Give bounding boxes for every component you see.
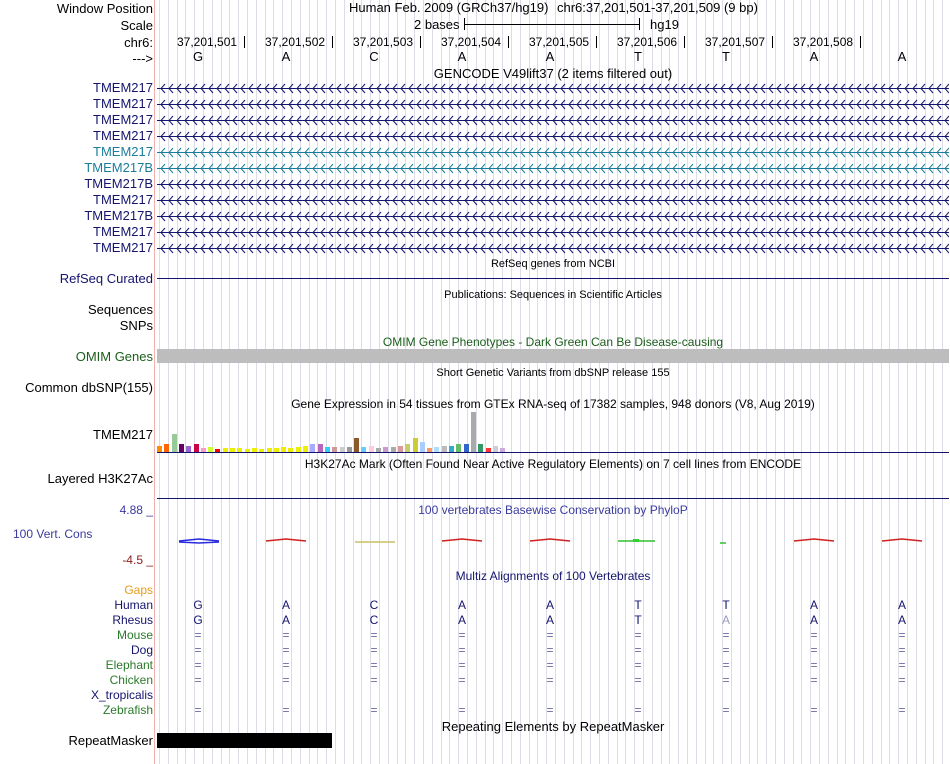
multiz-species-label[interactable]: Human: [114, 598, 153, 612]
ruler-base: A: [809, 49, 819, 64]
scale-label: Scale: [120, 18, 153, 33]
multiz-base: =: [898, 673, 906, 687]
gtex-bars[interactable]: [156, 412, 949, 452]
gencode-gene-label[interactable]: TMEM217: [93, 96, 153, 111]
multiz-base: =: [810, 673, 818, 687]
ruler-base: A: [897, 49, 907, 64]
gencode-gene-feature[interactable]: [157, 82, 949, 93]
gtex-tissue-bar[interactable]: [405, 444, 410, 452]
multiz-base: =: [722, 703, 730, 717]
multiz-base: C: [369, 598, 379, 612]
snps-label[interactable]: SNPs: [119, 318, 153, 333]
multiz-base: =: [634, 673, 642, 687]
phylop-plot: [155, 530, 950, 550]
multiz-base: =: [282, 703, 290, 717]
position-title: chr6:37,201,501-37,201,509 (9 bp): [557, 0, 758, 15]
multiz-base: A: [897, 613, 906, 627]
multiz-base: =: [370, 643, 378, 657]
multiz-species-label[interactable]: Gaps: [124, 583, 153, 597]
gencode-gene-label[interactable]: TMEM217B: [84, 208, 153, 223]
multiz-base: A: [457, 613, 466, 627]
multiz-species-label[interactable]: Dog: [130, 643, 153, 657]
gtex-tissue-bar[interactable]: [164, 444, 169, 452]
gtex-title: Gene Expression in 54 tissues from GTEx RNA-seq of 17382 samples, 948 donors (V8, Aug 2019): [291, 397, 815, 411]
multiz-base: =: [282, 643, 290, 657]
ruler-base: G: [192, 49, 204, 64]
gtex-label[interactable]: TMEM217: [93, 427, 153, 442]
ruler-base: T: [634, 49, 642, 64]
ruler-base: A: [281, 49, 291, 64]
multiz-base: =: [634, 658, 642, 672]
gtex-tissue-bar[interactable]: [456, 444, 461, 452]
multiz-base: =: [370, 703, 378, 717]
multiz-base: T: [634, 598, 642, 612]
multiz-base: C: [369, 613, 379, 627]
ruler-tick: [596, 36, 597, 48]
gtex-tissue-bar[interactable]: [354, 438, 359, 452]
ruler-coordinate: 37,201,504: [441, 35, 502, 49]
ruler-tick: [332, 36, 333, 48]
multiz-base: =: [546, 703, 554, 717]
h3k27ac-label[interactable]: Layered H3K27Ac: [47, 471, 153, 486]
track-left-border: [154, 0, 155, 764]
ruler-coordinate: 37,201,502: [265, 35, 326, 49]
scale-bar: [464, 18, 640, 30]
omim-feature-bar[interactable]: [157, 349, 949, 363]
phylop-title: 100 vertebrates Basewise Conservation by PhyloP: [418, 503, 688, 517]
gencode-gene-feature[interactable]: [157, 226, 949, 237]
gtex-tissue-bar[interactable]: [420, 442, 425, 452]
gencode-gene-label[interactable]: TMEM217: [93, 128, 153, 143]
multiz-base: =: [810, 703, 818, 717]
multiz-base: =: [370, 628, 378, 642]
dbsnp-title: Short Genetic Variants from dbSNP release 155: [436, 367, 670, 379]
multiz-base: T: [634, 613, 642, 627]
repeatmasker-label[interactable]: RepeatMasker: [68, 733, 153, 748]
scale-db: hg19: [650, 17, 679, 32]
gtex-tissue-bar[interactable]: [318, 444, 323, 452]
ruler-coordinate: 37,201,508: [793, 35, 854, 49]
refseq-line: [157, 278, 949, 279]
ruler-base: A: [545, 49, 555, 64]
ruler-coordinate: 37,201,505: [529, 35, 590, 49]
scale-bases: 2 bases: [414, 17, 460, 32]
multiz-base: =: [282, 628, 290, 642]
gencode-gene-feature[interactable]: [157, 98, 949, 109]
multiz-base: =: [546, 658, 554, 672]
chrom-label: chr6:: [124, 35, 153, 50]
multiz-base: =: [634, 643, 642, 657]
multiz-base: =: [546, 673, 554, 687]
omim-label[interactable]: OMIM Genes: [75, 349, 153, 364]
ruler-coordinate: 37,201,507: [705, 35, 766, 49]
gtex-baseline: [157, 452, 949, 453]
gtex-tissue-bar[interactable]: [464, 444, 469, 452]
multiz-base: =: [458, 673, 466, 687]
gtex-tissue-bar[interactable]: [310, 444, 315, 452]
gtex-tissue-bar[interactable]: [478, 444, 483, 452]
multiz-title: Multiz Alignments of 100 Vertebrates: [455, 569, 651, 583]
multiz-base: A: [545, 598, 554, 612]
gencode-gene-feature[interactable]: [157, 242, 949, 253]
ruler-tick: [684, 36, 685, 48]
multiz-base: =: [458, 643, 466, 657]
multiz-base: =: [898, 703, 906, 717]
ruler-coordinate: 37,201,501: [177, 35, 238, 49]
gencode-gene-feature[interactable]: [157, 178, 949, 189]
gtex-tissue-bar[interactable]: [194, 444, 199, 452]
gencode-gene-feature[interactable]: [157, 162, 949, 173]
multiz-base: =: [546, 643, 554, 657]
multiz-base: A: [897, 598, 906, 612]
multiz-species-label[interactable]: Rhesus: [112, 613, 153, 627]
gtex-tissue-bar[interactable]: [172, 434, 177, 452]
gtex-tissue-bar[interactable]: [471, 412, 476, 452]
phylop-max: 4.88 _: [119, 503, 153, 517]
dbsnp-label[interactable]: Common dbSNP(155): [25, 380, 153, 395]
window-position-label: Window Position: [56, 1, 153, 16]
multiz-species-label[interactable]: Zebrafish: [102, 703, 153, 717]
multiz-species-label[interactable]: Mouse: [116, 628, 153, 642]
ruler-coordinate: 37,201,506: [617, 35, 678, 49]
multiz-base: =: [898, 628, 906, 642]
gtex-tissue-bar[interactable]: [179, 444, 184, 452]
multiz-base: =: [722, 658, 730, 672]
multiz-base: A: [457, 598, 466, 612]
multiz-base: A: [281, 598, 290, 612]
refseq-label[interactable]: RefSeq Curated: [59, 271, 153, 286]
multiz-base: =: [810, 658, 818, 672]
multiz-base: =: [722, 673, 730, 687]
phylop-label[interactable]: 100 Vert. Cons: [13, 527, 93, 541]
multiz-base: =: [194, 658, 202, 672]
multiz-base: =: [722, 628, 730, 642]
multiz-species-label[interactable]: Chicken: [109, 673, 153, 687]
gencode-title: GENCODE V49lift37 (2 items filtered out): [433, 66, 673, 81]
h3k27ac-title: H3K27Ac Mark (Often Found Near Active Regulatory Elements) on 7 cell lines from ENCODE: [304, 457, 802, 471]
h3k27ac-line: [157, 498, 949, 499]
multiz-base: A: [809, 613, 818, 627]
multiz-base: =: [898, 658, 906, 672]
multiz-base: =: [722, 643, 730, 657]
phylop-min: -4.5 _: [122, 553, 153, 567]
gencode-gene-feature[interactable]: [157, 114, 949, 125]
multiz-base: =: [458, 628, 466, 642]
multiz-base: =: [810, 628, 818, 642]
multiz-base: A: [809, 598, 818, 612]
ruler-coordinate: 37,201,503: [353, 35, 414, 49]
multiz-base: =: [546, 628, 554, 642]
multiz-base: G: [193, 598, 203, 612]
multiz-base: A: [721, 613, 730, 627]
multiz-base: =: [194, 643, 202, 657]
multiz-base: A: [545, 613, 554, 627]
multiz-base: =: [194, 628, 202, 642]
gencode-gene-label[interactable]: TMEM217: [93, 192, 153, 207]
multiz-base: A: [281, 613, 290, 627]
multiz-base: =: [458, 703, 466, 717]
repeatmasker-feature[interactable]: [157, 733, 332, 748]
gtex-tissue-bar[interactable]: [413, 438, 418, 452]
multiz-base: T: [722, 598, 730, 612]
gencode-gene-label[interactable]: TMEM217: [93, 240, 153, 255]
gencode-gene-label[interactable]: TMEM217: [93, 112, 153, 127]
gencode-gene-label[interactable]: TMEM217: [93, 144, 153, 159]
multiz-species-label[interactable]: X_tropicalis: [90, 688, 153, 702]
multiz-base: =: [634, 628, 642, 642]
multiz-base: =: [194, 673, 202, 687]
ruler-tick: [860, 36, 861, 48]
ruler-base: T: [722, 49, 730, 64]
publications-title: Publications: Sequences in Scientific Articles: [444, 289, 662, 301]
multiz-base: =: [458, 658, 466, 672]
ruler-base: C: [369, 49, 379, 64]
multiz-base: G: [193, 613, 203, 627]
gencode-gene-label[interactable]: TMEM217: [93, 224, 153, 239]
multiz-base: =: [370, 658, 378, 672]
gencode-gene-feature[interactable]: [157, 146, 949, 157]
refseq-title: RefSeq genes from NCBI: [490, 258, 616, 270]
multiz-base: =: [370, 673, 378, 687]
ruler-tick: [508, 36, 509, 48]
strand-label: --->: [132, 51, 153, 66]
repeatmasker-title: Repeating Elements by RepeatMasker: [441, 719, 665, 734]
sequences-label[interactable]: Sequences: [87, 302, 153, 317]
ruler-base: A: [457, 49, 467, 64]
multiz-species-label[interactable]: Elephant: [105, 658, 153, 672]
ruler-tick: [772, 36, 773, 48]
omim-title: OMIM Gene Phenotypes - Dark Green Can Be Disease-causing: [382, 335, 724, 349]
multiz-base: =: [810, 643, 818, 657]
gencode-gene-feature[interactable]: [157, 194, 949, 205]
gencode-gene-feature[interactable]: [157, 130, 949, 141]
multiz-base: =: [634, 703, 642, 717]
multiz-base: =: [898, 643, 906, 657]
ruler-tick: [420, 36, 421, 48]
multiz-base: =: [282, 658, 290, 672]
gencode-gene-label[interactable]: TMEM217B: [84, 176, 153, 191]
multiz-base: =: [194, 703, 202, 717]
ruler-tick: [244, 36, 245, 48]
multiz-base: =: [282, 673, 290, 687]
gencode-gene-label[interactable]: TMEM217: [93, 80, 153, 95]
assembly-title: Human Feb. 2009 (GRCh37/hg19): [349, 0, 549, 15]
gencode-gene-label[interactable]: TMEM217B: [84, 160, 153, 175]
gencode-gene-feature[interactable]: [157, 210, 949, 221]
